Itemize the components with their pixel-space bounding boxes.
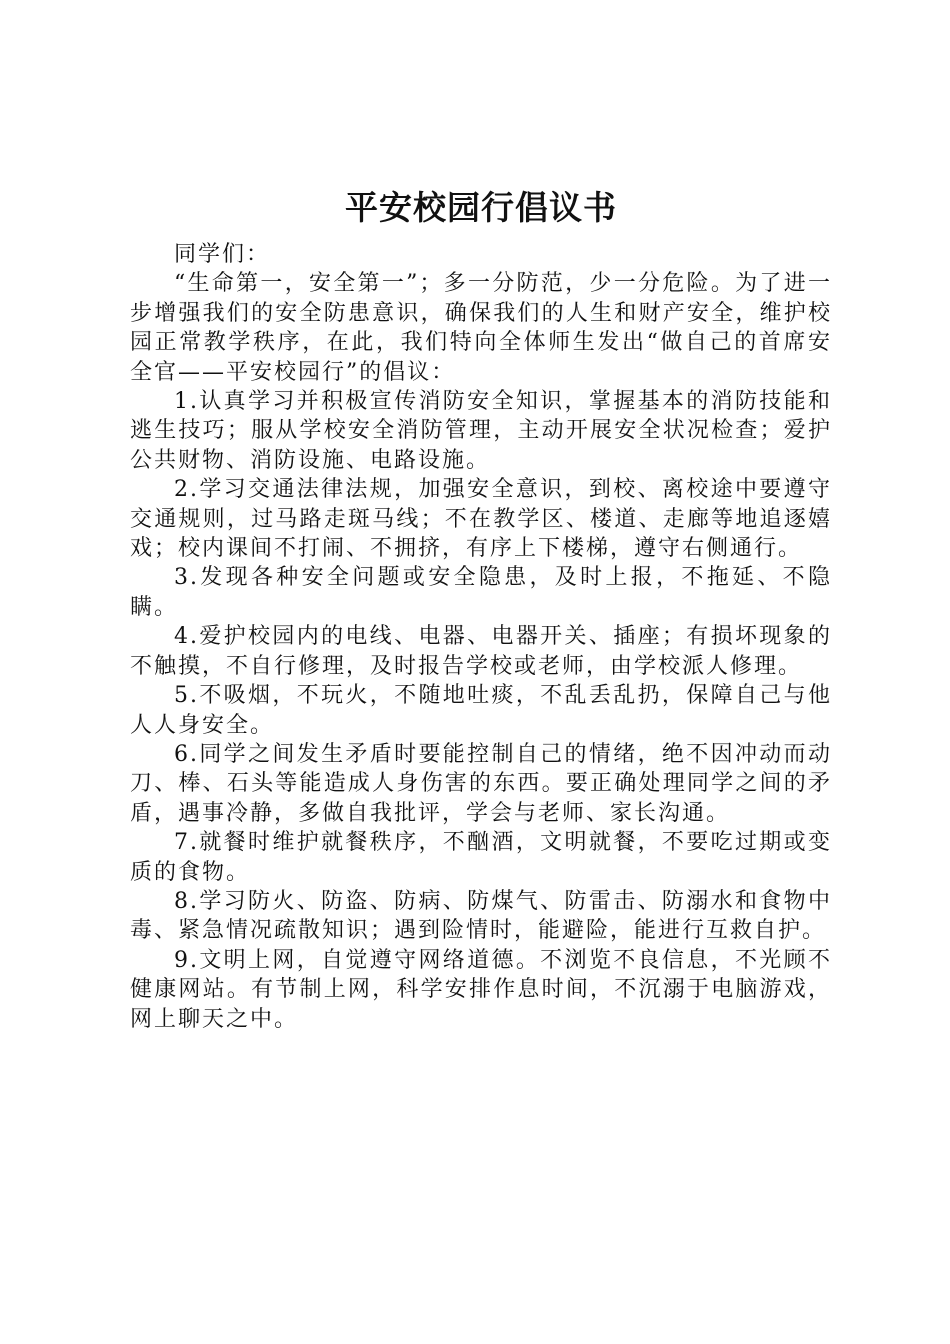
intro-paragraph: “生命第一，安全第一”；多一分防范，少一分危险。为了进一步增强我们的安全防患意识，确保我们的人生和财产安全，维护校园正常教学秩序，在此，我们特向全体师生发出“做自己的首席安全官——平安校园行”的倡议：: [130, 271, 832, 385]
document-page: [130, 180, 832, 1034]
item-7: 7.就餐时维护就餐秩序，不酗酒，文明就餐，不要吃过期或变质的食物。: [130, 830, 832, 885]
item-9: 9.文明上网，自觉遵守网络道德。不浏览不良信息，不光顾不健康网站。有节制上网，科学安排作息时间，不沉溺于电脑游戏，网上聊天之中。: [130, 947, 832, 1032]
item-1: 1.认真学习并积极宣传消防安全知识，掌握基本的消防技能和逃生技巧；服从学校安全消防管理，主动开展安全状况检查；爱护公共财物、消防设施、电路设施。: [130, 389, 832, 473]
document-title: 平安校园行倡议书: [345, 188, 617, 227]
item-3: 3.发现各种安全问题或安全隐患，及时上报，不拖延、不隐瞒。: [130, 565, 832, 620]
item-2: 2.学习交通法律法规，加强安全意识，到校、离校途中要遵守交通规则，过马路走斑马线；不在教学区、楼道、走廊等地追逐嬉戏；校内课间不打闹、不拥挤，有序上下楼梯，遵守右侧通行。: [130, 477, 832, 562]
item-5: 5.不吸烟，不玩火，不随地吐痰，不乱丢乱扔，保障自己与他人人身安全。: [130, 683, 832, 738]
item-4: 4.爱护校园内的电线、电器、电器开关、插座；有损坏现象的不触摸，不自行修理，及时报告学校或老师，由学校派人修理。: [130, 624, 832, 679]
item-8: 8.学习防火、防盗、防病、防煤气、防雷击、防溺水和食物中毒、紧急情况疏散知识；遇到险情时，能避险，能进行互救自护。: [130, 888, 832, 944]
greeting: 同学们：: [174, 242, 271, 267]
item-6: 6.同学之间发生矛盾时要能控制自己的情绪，绝不因冲动而动刀、棒、石头等能造成人身伤害的东西。要正确处理同学之间的矛盾，遇事冷静，多做自我批评，学会与老师、家长沟通。: [130, 741, 832, 826]
